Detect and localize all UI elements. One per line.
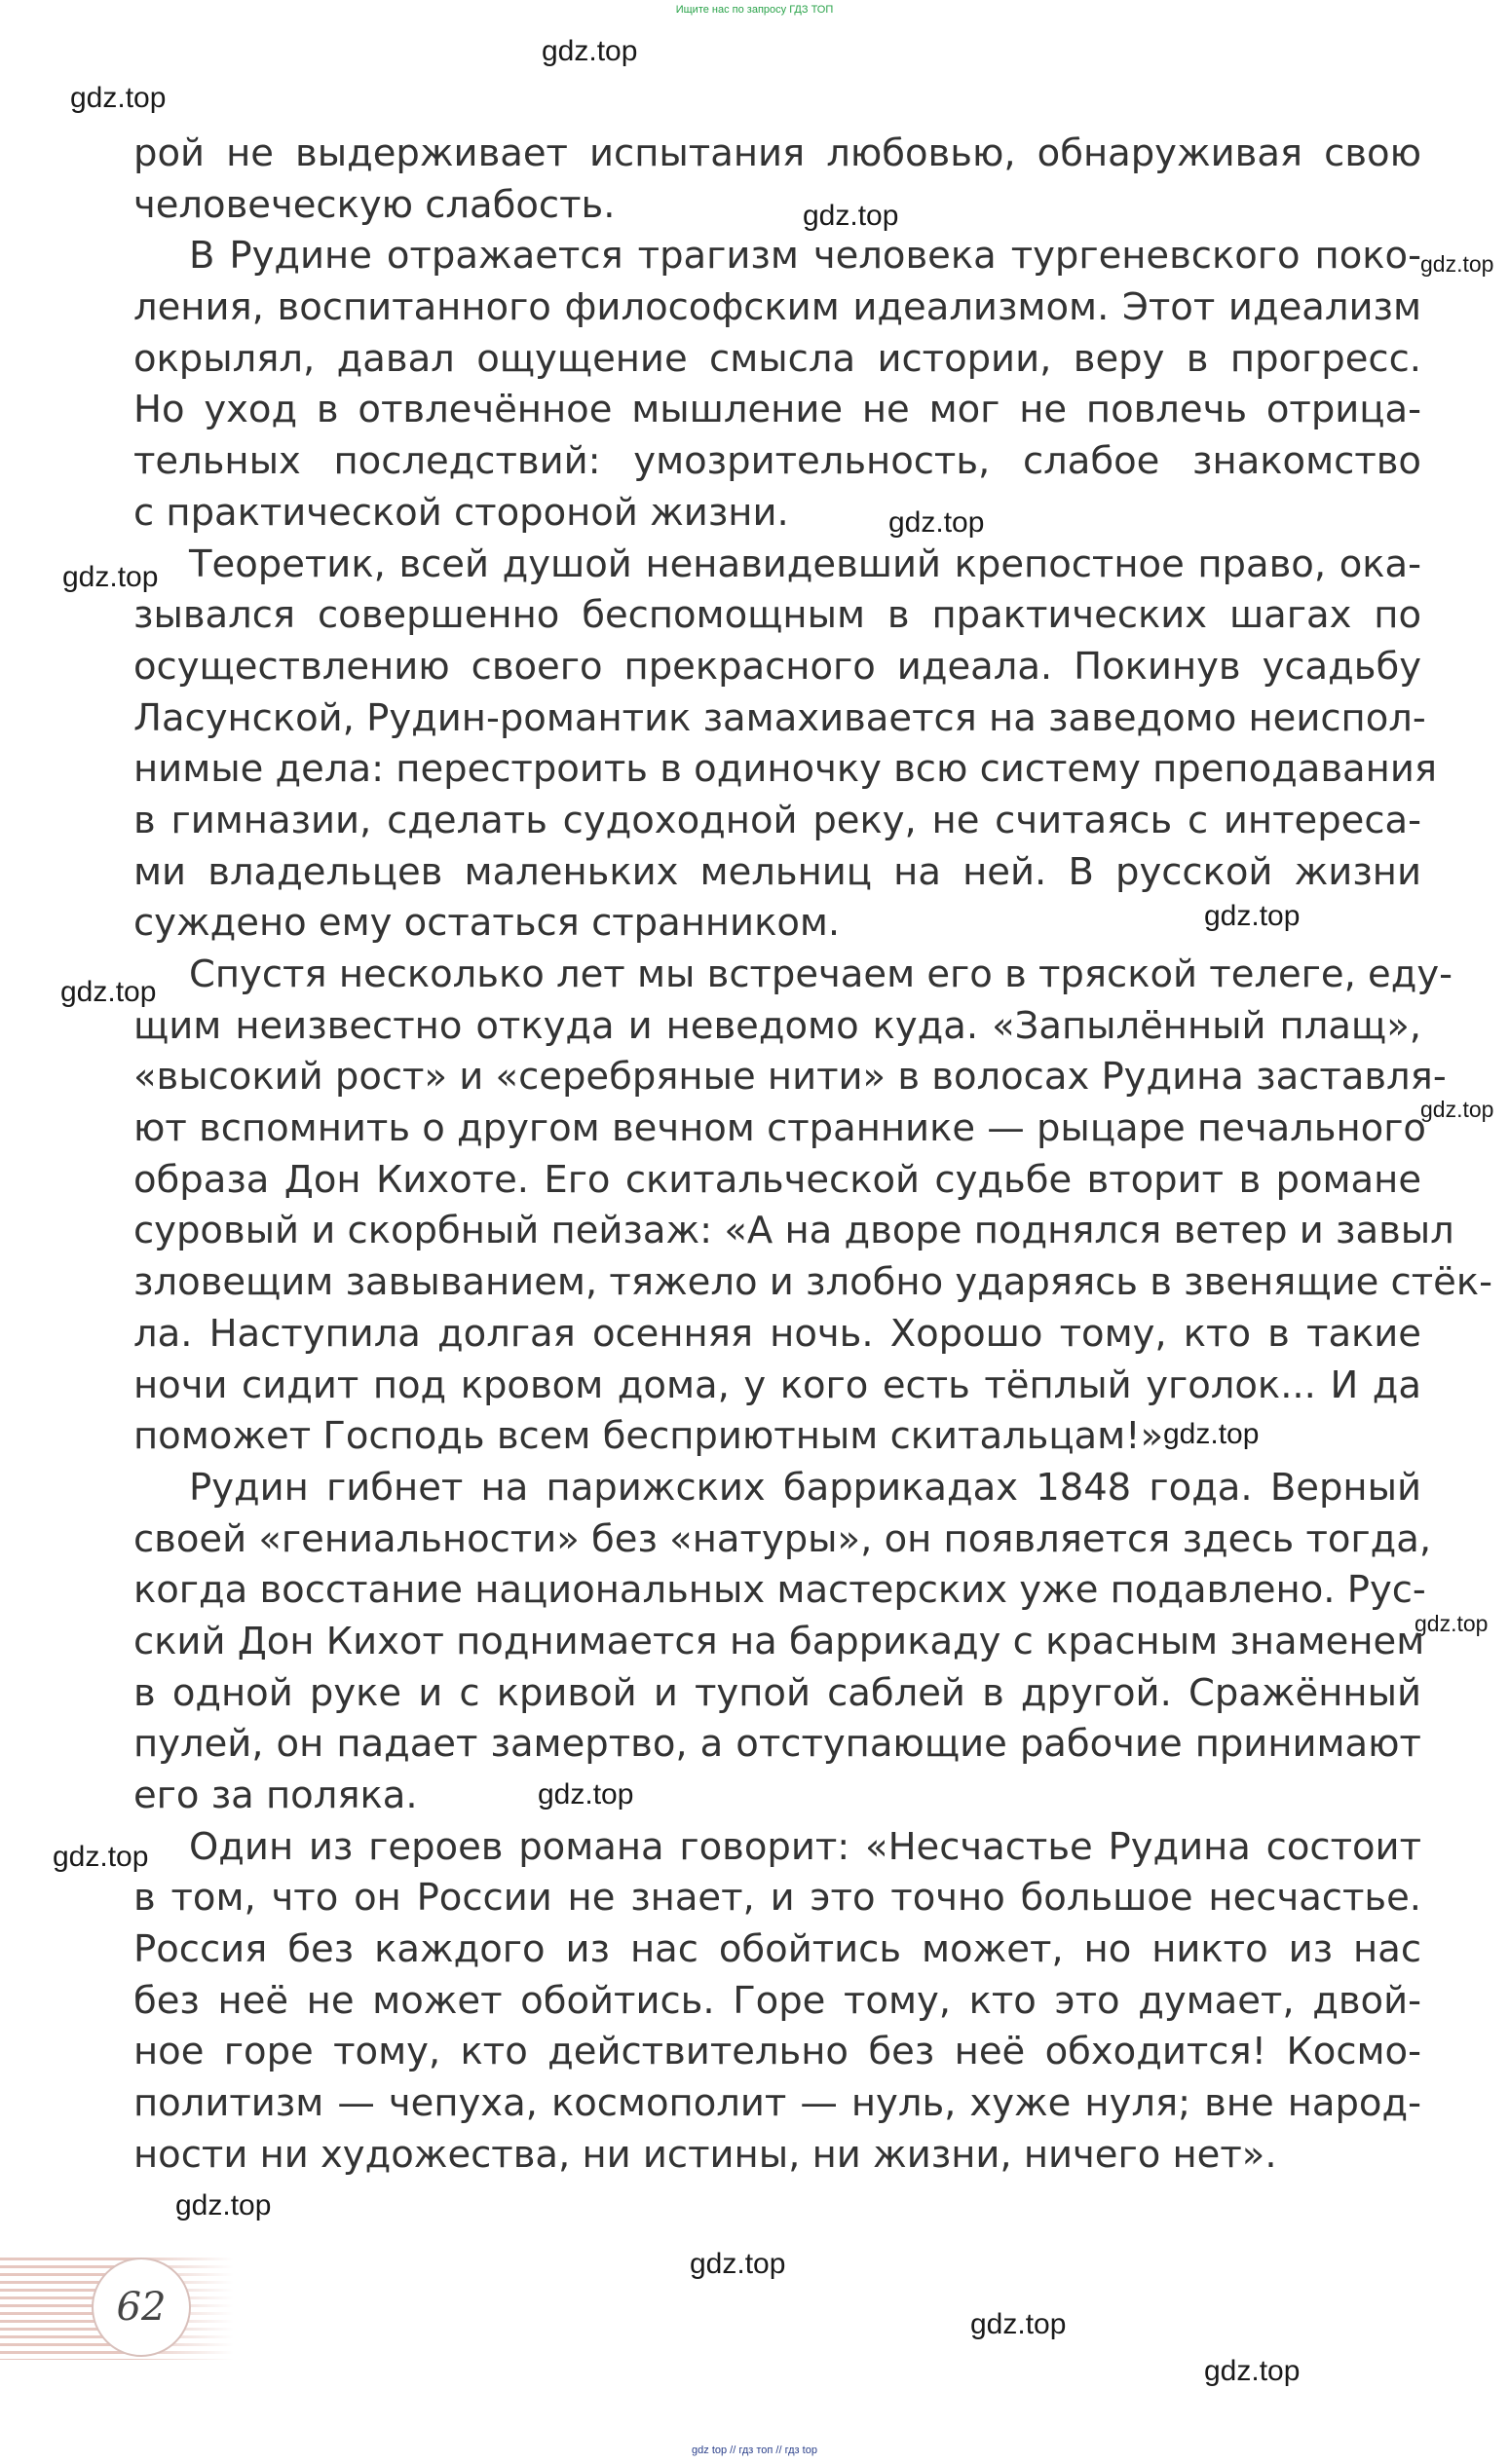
text-line: Ласунской, Рудин-романтик замахивается на заведомо неиспол- — [133, 695, 1426, 740]
text-line: ное горе тому, кто действительно без неё обходится! Космо- — [133, 2030, 1421, 2074]
watermark: gdz.top — [538, 1778, 634, 1811]
text-line: поможет Господь всем бесприютным скитальцам!» — [133, 1414, 1164, 1459]
text-line: щим неизвестно откуда и неведомо куда. «Запылённый плащ», — [133, 1003, 1421, 1048]
watermark: gdz.top — [1420, 251, 1494, 277]
text-line: человеческую слабость. — [133, 182, 616, 227]
watermark: gdz.top — [970, 2308, 1067, 2340]
text-line: в гимназии, сделать судоходной реку, не считаясь с интереса- — [133, 798, 1421, 842]
text-line: осуществлению своего прекрасного идеала. Покинув усадьбу — [133, 644, 1421, 689]
text-line: когда восстание национальных мастерских уже подавлено. Рус- — [133, 1568, 1426, 1613]
text-line: «высокий рост» и «серебряные нити» в волосах Рудина заставля- — [133, 1055, 1447, 1100]
watermark: gdz.top — [175, 2189, 272, 2221]
watermark: gdz.top — [1420, 1097, 1494, 1122]
text-line: в одной руке и с кривой и тупой саблей в другой. Сражённый — [133, 1670, 1421, 1715]
top-banner: Ищите нас по запросу ГДЗ ТОП — [675, 4, 834, 16]
text-line: окрылял, давал ощущение смысла истории, веру в прогресс. — [133, 336, 1421, 381]
watermark: gdz.top — [53, 1841, 149, 1873]
watermark: gdz.top — [1204, 900, 1301, 932]
text-line: с практической стороной жизни. — [133, 490, 789, 535]
watermark: gdz.top — [542, 35, 638, 67]
text-line: пулей, он падает замертво, а отступающие рабочие принимают — [133, 1722, 1421, 1767]
watermark: gdz.top — [62, 561, 159, 593]
page-number: 62 — [116, 2285, 167, 2330]
watermark: gdz.top — [1204, 2355, 1301, 2387]
text-line: образа Дон Кихоте. Его скитальческой судьбе вторит в романе — [133, 1157, 1421, 1202]
text-line: ский Дон Кихот поднимается на баррикаду с красным знаменем — [133, 1619, 1425, 1663]
watermark: gdz.top — [1415, 1611, 1489, 1636]
text-line: ют вспомнить о другом вечном страннике — рыцаре печального — [133, 1106, 1426, 1151]
text-line: политизм — чепуха, космополит — нуль, хуже нуля; вне народ- — [133, 2081, 1421, 2126]
text-line: без неё не может обойтись. Горе тому, кто это думает, двой- — [133, 1978, 1421, 2023]
text-line: ла. Наступила долгая осенняя ночь. Хорошо тому, кто в такие — [133, 1311, 1421, 1356]
text-line: Один из героев романа говорит: «Несчастье Рудина состоит — [189, 1824, 1421, 1869]
text-line: своей «гениальности» без «натуры», он появляется здесь тогда, — [133, 1516, 1432, 1561]
text-line: нимые дела: перестроить в одиночку всю систему преподавания — [133, 747, 1438, 792]
text-line: тельных последствий: умозрительность, слабое знакомство — [133, 439, 1421, 484]
text-line: ночи сидит под кровом дома, у кого есть тёплый уголок... И да — [133, 1363, 1421, 1407]
text-line: суждено ему остаться странником. — [133, 901, 841, 946]
text-line: Рудин гибнет на парижских баррикадах 1848 года. Верный — [189, 1465, 1421, 1510]
text-line: суровый и скорбный пейзаж: «А на дворе поднялся ветер и завыл — [133, 1209, 1454, 1253]
watermark: gdz.top — [70, 82, 167, 114]
text-line: Россия без каждого из нас обойтись может, но никто из нас — [133, 1927, 1421, 1972]
watermark: gdz.top — [803, 200, 899, 232]
footer-links: gdz top // гдз топ // гдз top — [692, 2445, 817, 2456]
watermark: gdz.top — [888, 506, 985, 539]
watermark: gdz.top — [1163, 1418, 1260, 1450]
text-line: его за поляка. — [133, 1773, 418, 1817]
text-line: ми владельцев маленьких мельниц на ней. В русской жизни — [133, 849, 1421, 894]
text-line: Спустя несколько лет мы встречаем его в тряской телеге, еду- — [189, 952, 1453, 996]
text-line: Но уход в отвлечённое мышление не мог не повлечь отрица- — [133, 388, 1421, 432]
watermark: gdz.top — [690, 2248, 786, 2280]
text-line: ности ни художества, ни истины, ни жизни, ничего нет». — [133, 2132, 1277, 2177]
text-line: рой не выдерживает испытания любовью, обнаруживая свою — [133, 131, 1421, 175]
text-line: зловещим завыванием, тяжело и злобно ударяясь в звенящие стёк- — [133, 1260, 1492, 1305]
text-line: в том, что он России не знает, и это точно большое несчастье. — [133, 1876, 1421, 1921]
text-line: В Рудине отражается трагизм человека тургеневского поко- — [189, 234, 1421, 279]
watermark: gdz.top — [60, 976, 157, 1008]
text-line: зывался совершенно беспомощным в практических шагах по — [133, 593, 1421, 638]
text-line: ления, воспитанного философским идеализмом. Этот идеализм — [133, 285, 1421, 330]
page-number-badge — [92, 2258, 191, 2357]
text-line: Теоретик, всей душой ненавидевший крепостное право, ока- — [189, 541, 1421, 586]
